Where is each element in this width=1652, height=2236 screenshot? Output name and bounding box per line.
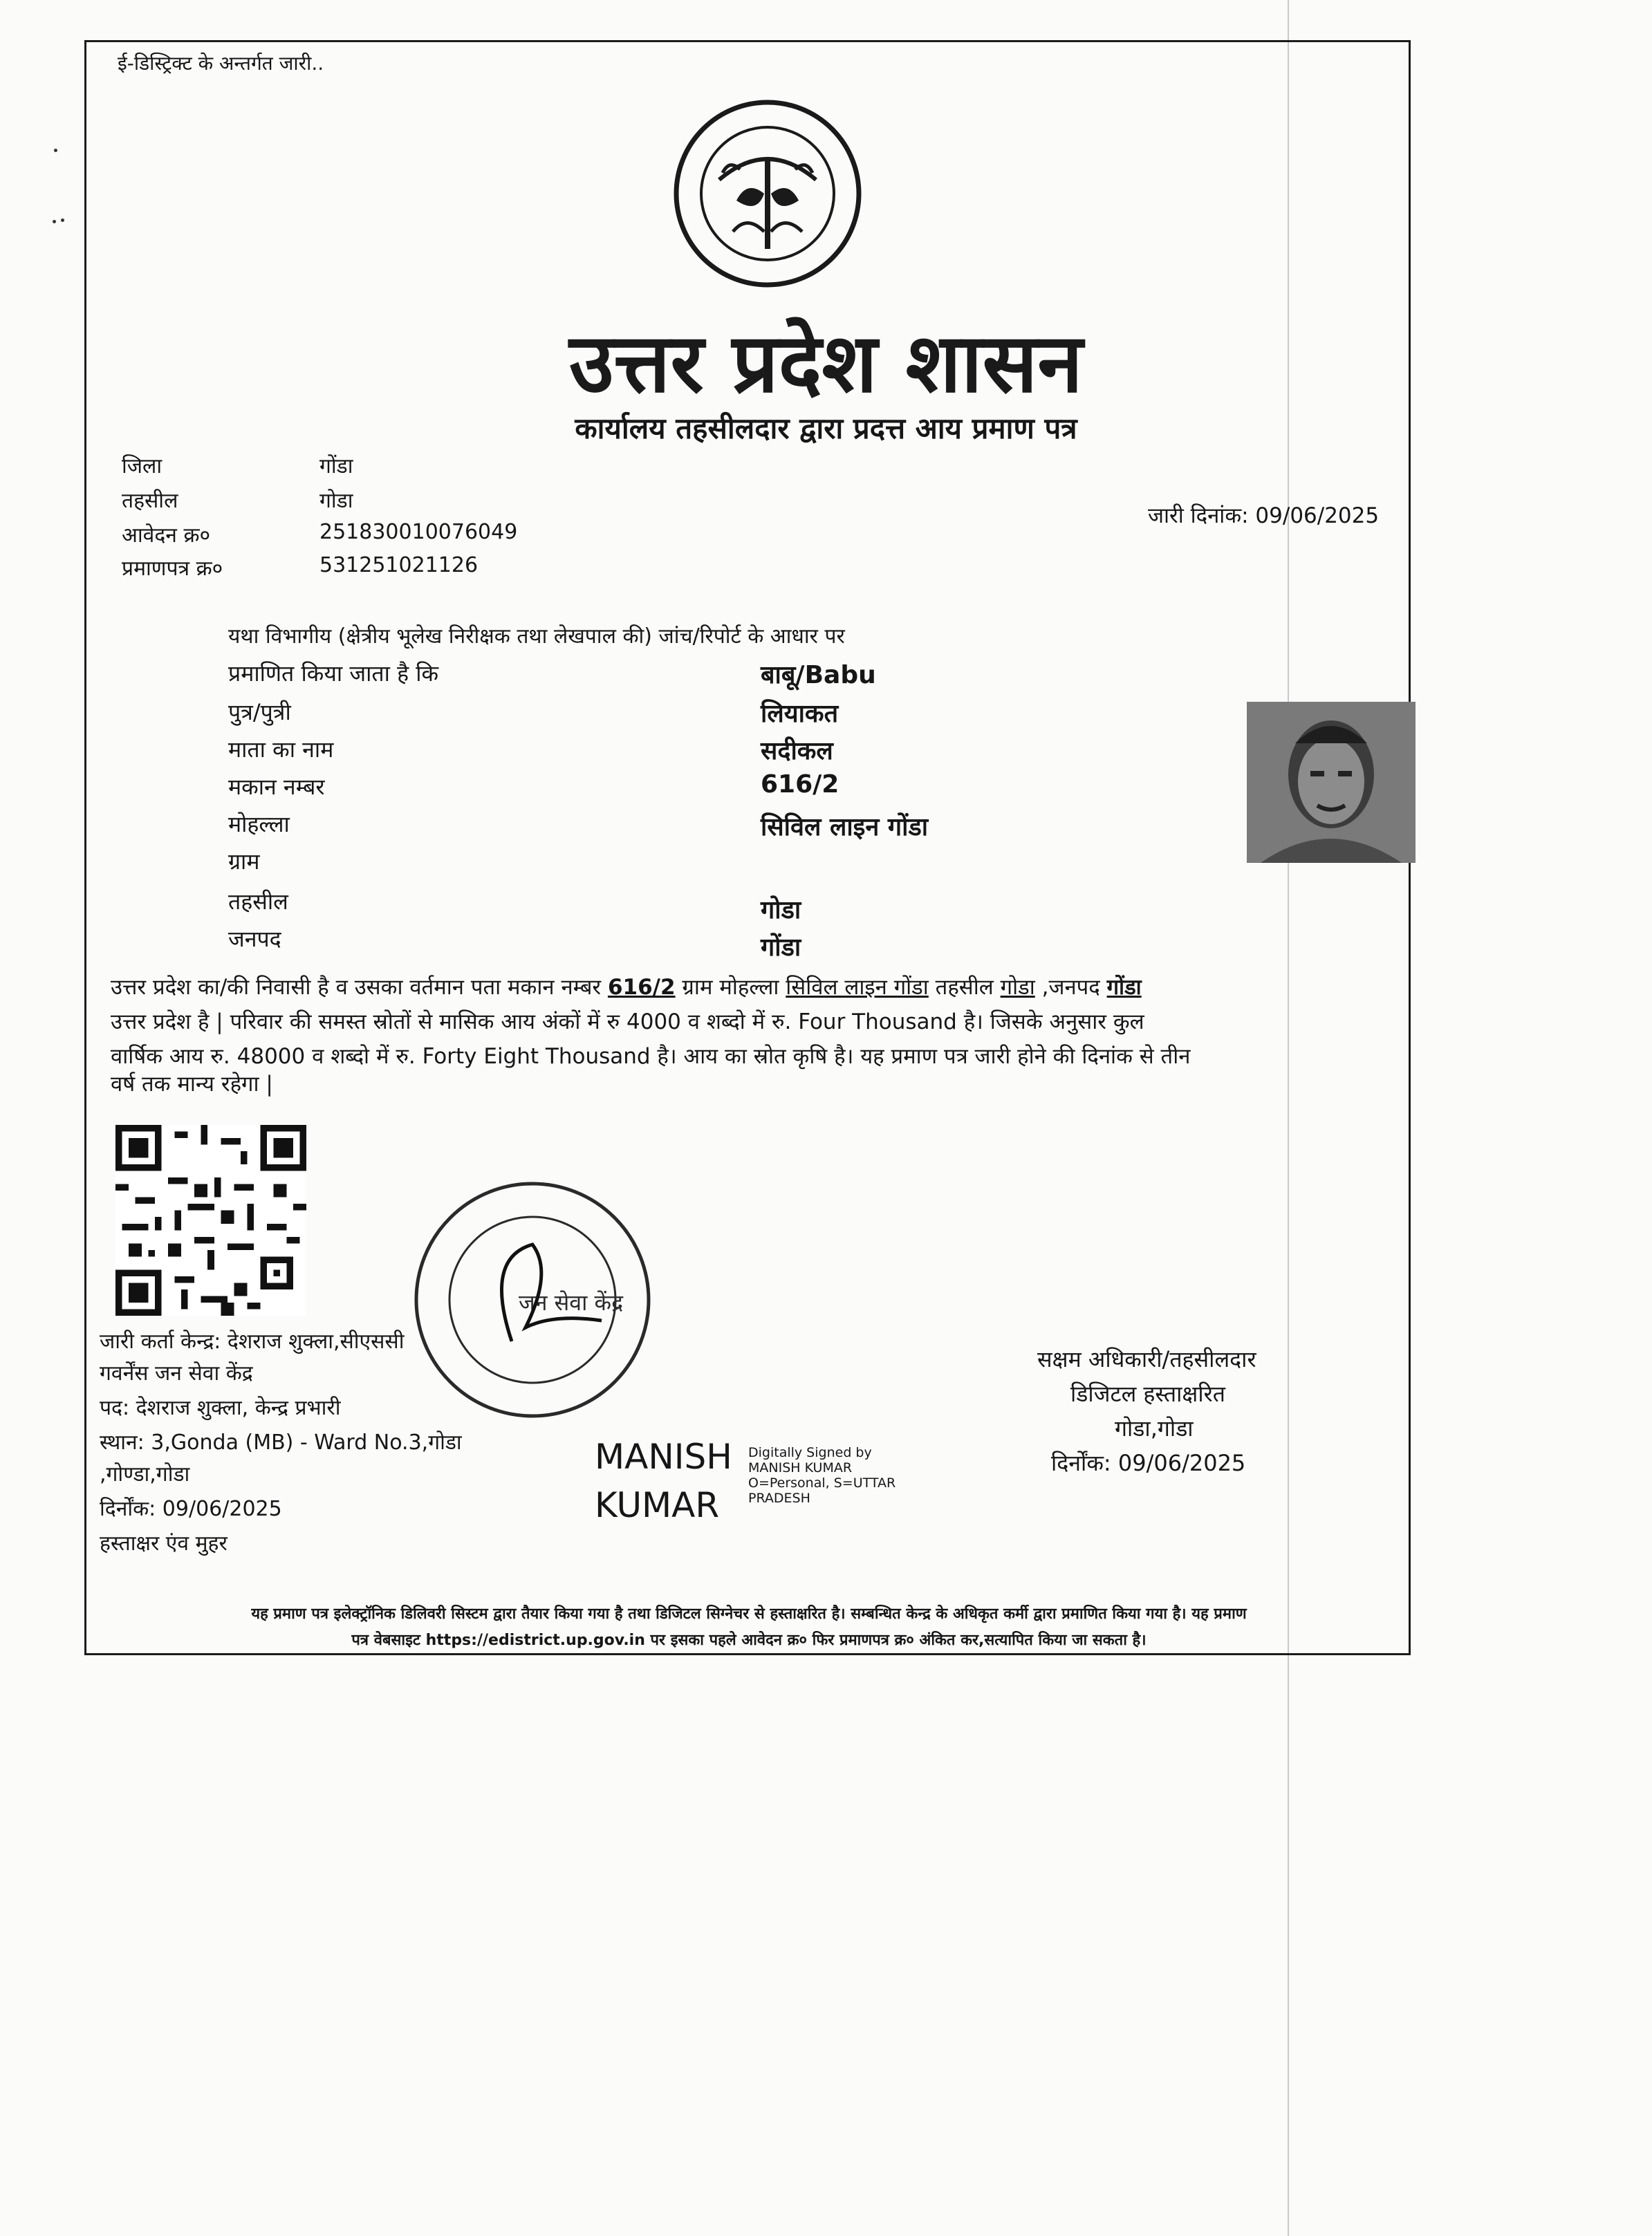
body-line-3: वार्षिक आय रु. 48000 व शब्दो में रु. Forty Eight Thousand है। आय का स्रोत कृषि है। यह प्रमाण पत्र जारी होने की दिनांक से तीन bbox=[111, 1044, 1191, 1069]
certificate-subtitle: कार्यालय तहसीलदार द्वारा प्रदत्त आय प्रमाण पत्र bbox=[575, 411, 1077, 445]
body-text: ,जनपद bbox=[1034, 975, 1107, 1000]
digital-sign-note: Digitally Signed by MANISH KUMAR O=Personal, S=UTTAR PRADESH bbox=[748, 1445, 896, 1506]
authority-place: गोडा,गोडा bbox=[1115, 1415, 1194, 1442]
detail-value-house: 616/2 bbox=[761, 770, 839, 799]
issuer-center: जारी कर्ता केन्द्र: देशराज शुक्ला,सीएससी bbox=[100, 1330, 405, 1354]
detail-value-district: गोंडा bbox=[761, 933, 801, 962]
qr-code-icon bbox=[109, 1125, 313, 1316]
round-seal-icon bbox=[408, 1175, 657, 1424]
digital-sign-name-1: MANISH bbox=[595, 1437, 732, 1477]
digital-sign-name-2: KUMAR bbox=[595, 1485, 720, 1525]
body-line-4: वर्ष तक मान्य रहेगा | bbox=[111, 1072, 273, 1097]
issuer-center-name: गवर्नेंस जन सेवा केंद्र bbox=[100, 1361, 253, 1386]
meta-value-tehsil: गोडा bbox=[319, 489, 353, 513]
authority-date: दिर्नोंक: 09/06/2025 bbox=[1051, 1450, 1246, 1476]
detail-label: प्रमाणित किया जाता है कि bbox=[228, 660, 439, 687]
detail-value-locality: सिविल लाइन गोंडा bbox=[761, 813, 929, 841]
meta-label-tehsil: तहसील bbox=[122, 489, 178, 513]
body-line-1 bbox=[111, 972, 1142, 1001]
meta-value-district: गोंडा bbox=[319, 454, 353, 478]
detail-label: मोहल्ला bbox=[228, 811, 290, 837]
detail-value-father: लियाकत bbox=[761, 700, 839, 728]
meta-label-certificate: प्रमाणपत्र क्र० bbox=[122, 557, 223, 581]
body-tehsil: गोडा bbox=[1000, 975, 1035, 1000]
scan-speck bbox=[53, 220, 56, 223]
body-text: ग्राम मोहल्ला bbox=[675, 975, 786, 1000]
meta-label-application: आवेदन क्र० bbox=[122, 523, 211, 548]
meta-value-application: 251830010076049 bbox=[319, 520, 518, 544]
body-district: गोंडा bbox=[1106, 975, 1142, 1000]
detail-label: तहसील bbox=[228, 888, 288, 915]
detail-label: जनपद bbox=[228, 926, 281, 952]
intro-text: यथा विभागीय (क्षेत्रीय भूलेख निरीक्षक तथा लेखपाल की) जांच/रिपोर्ट के आधार पर bbox=[228, 624, 845, 649]
issuer-incharge: पद: देशराज शुक्ला, केन्द्र प्रभारी bbox=[100, 1396, 341, 1420]
footnote-line-1: यह प्रमाण पत्र इलेक्ट्रॉनिक डिलिवरी सिस्टम द्वारा तैयार किया गया है तथा डिजिटल सिग्नेचर से हस्ताक्षरित है। सम्बन्धित केन्द्र के अधिकृत कर्मी द्वारा प्रमाणित किया गया है। यह प्रमाण bbox=[251, 1605, 1247, 1623]
footnote-line-2: पत्र वेबसाइट https://edistrict.up.gov.in पर इसका पहले आवेदन क्र० फिर प्रमाणपत्र क्र० अंकित कर,सत्यापित किया जा सकता है। bbox=[351, 1632, 1147, 1649]
up-government-emblem-icon bbox=[671, 97, 864, 290]
meta-value-certificate: 531251021126 bbox=[319, 553, 479, 577]
issuer-date: दिर्नोंक: 09/06/2025 bbox=[100, 1497, 282, 1521]
detail-label: मकान नम्बर bbox=[228, 774, 325, 800]
detail-value-name: बाबू/Babu bbox=[761, 661, 876, 689]
issuer-place: स्थान: 3,Gonda (MB) - Ward No.3,गोडा bbox=[100, 1431, 462, 1455]
detail-label: पुत्र/पुत्री bbox=[228, 699, 291, 725]
authority-title: सक्षम अधिकारी/तहसीलदार bbox=[1037, 1346, 1256, 1372]
meta-label-district: जिला bbox=[122, 454, 163, 478]
body-text: तहसील bbox=[928, 975, 1001, 1000]
detail-value-tehsil: गोडा bbox=[761, 896, 801, 924]
issue-date: जारी दिनांक: 09/06/2025 bbox=[1148, 503, 1380, 528]
scan-speck bbox=[61, 218, 64, 222]
header-note: ई-डिस्ट्रिक्ट के अन्तर्गत जारी.. bbox=[118, 52, 324, 75]
detail-value-mother: सदीकल bbox=[761, 737, 833, 765]
body-line-2: उत्तर प्रदेश है | परिवार की समस्त स्रोतों से मासिक आय अंकों में रु 4000 व शब्दो में रु. Four Thousand है। जिसके अनुसार कुल bbox=[111, 1009, 1144, 1034]
applicant-photo-icon bbox=[1247, 702, 1416, 863]
issuer-place-2: ,गोण्डा,गोडा bbox=[100, 1462, 190, 1487]
body-text: उत्तर प्रदेश का/की निवासी है व उसका वर्तमान पता मकान नम्बर bbox=[111, 975, 608, 1000]
seal-text: जन सेवा केंद्र bbox=[519, 1289, 624, 1316]
body-locality: सिविल लाइन गोंडा bbox=[786, 975, 929, 1000]
detail-label: ग्राम bbox=[228, 848, 260, 875]
issuer-sign-label: हस्ताक्षर एंव मुहर bbox=[100, 1531, 228, 1556]
page-title: उत्तर प्रदेश शासन bbox=[569, 315, 1083, 411]
body-house-number: 616/2 bbox=[607, 975, 676, 1000]
scan-speck bbox=[54, 149, 57, 152]
detail-label: माता का नाम bbox=[228, 736, 334, 763]
authority-signed: डिजिटल हस्ताक्षरित bbox=[1070, 1381, 1225, 1407]
